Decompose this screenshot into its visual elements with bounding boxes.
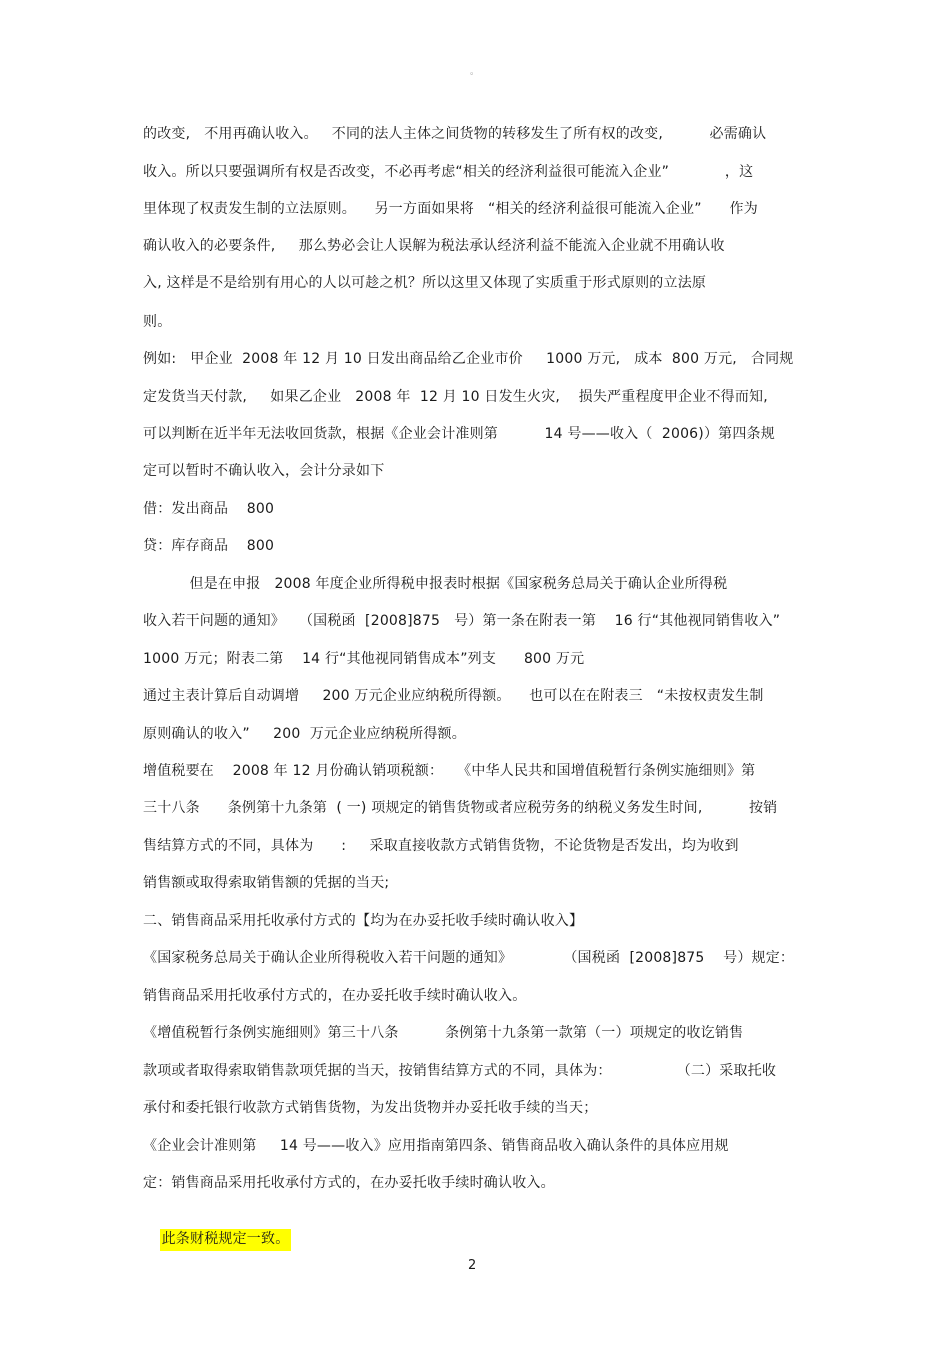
text-line: 《国家税务总局关于确认企业所得税收入若干问题的通知》 （国税函 [2008]875 号）规定： — [143, 950, 795, 966]
highlighted-note — [143, 1209, 291, 1269]
section-heading: 二、销售商品采用托收承付方式的【均为在办妥托收手续时确认收入】 — [143, 913, 584, 929]
text-line: 款项或者取得索取销售款项凭据的当天，按销售结算方式的不同，具体为： （二）采取托收 — [143, 1063, 777, 1079]
text-line: 售结算方式的不同，具体为 : 采取直接收款方式销售货物，不论货物是否发出，均为收到 — [143, 838, 739, 854]
page-top-mark: 。 — [470, 67, 480, 77]
text-line: 定：销售商品采用托收承付方式的，在办妥托收手续时确认收入。 — [143, 1175, 555, 1191]
text-line: 但是在申报 2008 年度企业所得税申报表时根据《国家税务总局关于确认企业所得税 — [143, 576, 728, 592]
text-line: 可以判断在近半年无法收回货款，根据《企业会计准则第 14 号——收入（ 2006)）第四条规 — [143, 426, 775, 442]
text-line: 例如: 甲企业 2008 年 12 月 10 日发出商品给乙企业市价 1000 万元, 成本 800 万元, 合同规 — [143, 351, 794, 367]
text-line: 里体现了权责发生制的立法原则。 另一方面如果将 “相关的经济利益很可能流入企业” 作为 — [143, 201, 758, 217]
text-line: 三十八条 条例第十九条第 ( 一) 项规定的销售货物或者应税劳务的纳税义务发生时间, 按销 — [143, 800, 778, 816]
text-line: 定发货当天付款, 如果乙企业 2008 年 12 月 10 日发生火灾, 损失严重程度甲企业不得而知, — [143, 389, 768, 405]
text-line: 贷：库存商品 800 — [143, 538, 275, 554]
text-line: 入, 这样是不是给别有用心的人以可趁之机？所以这里又体现了实质重于形式原则的立法原 — [143, 275, 707, 291]
text-line: 《增值税暂行条例实施细则》第三十八条 条例第十九条第一款第（一）项规定的收讫销售 — [143, 1025, 744, 1041]
text-line: 销售额或取得索取销售额的凭据的当天; — [143, 875, 390, 891]
text-line: 原则确认的收入” 200 万元企业应纳税所得额。 — [143, 726, 466, 742]
text-line: 销售商品采用托收承付方式的，在办妥托收手续时确认收入。 — [143, 988, 527, 1004]
text-line: 确认收入的必要条件, 那么势必会让人误解为税法承认经济利益不能流入企业就不用确认收 — [143, 238, 725, 254]
text-line: 1000 万元；附表二第 14 行“其他视同销售成本”列支 800 万元 — [143, 651, 585, 667]
text-line: 增值税要在 2008 年 12 月份确认销项税额： 《中华人民共和国增值税暂行条例实施细则》第 — [143, 763, 756, 779]
text-line: 定可以暂时不确认收入，会计分录如下 — [143, 463, 385, 479]
text-line: 收入。所以只要强调所有权是否改变，不必再考虑“相关的经济利益很可能流入企业” ，这 — [143, 164, 754, 180]
page-number: 2 — [468, 1258, 477, 1273]
text-line: 则。 — [143, 314, 172, 330]
text-line: 的改变, 不用再确认收入。 不同的法人主体之间货物的转移发生了所有权的改变, 必需确认 — [143, 126, 767, 142]
highlighted-text: 此条财税规定一致。 — [160, 1229, 292, 1251]
text-line: 借：发出商品 800 — [143, 501, 275, 517]
text-line: 《企业会计准则第 14 号——收入》应用指南第四条、销售商品收入确认条件的具体应用规 — [143, 1138, 729, 1154]
text-line: 承付和委托银行收款方式销售货物，为发出货物并办妥托收手续的当天； — [143, 1100, 598, 1116]
text-line: 收入若干问题的通知》 （国税函 [2008]875 号）第一条在附表一第 16 行“其他视同销售收入” — [143, 613, 781, 629]
text-line: 通过主表计算后自动调增 200 万元企业应纳税所得额。 也可以在在附表三 “未按权责发生制 — [143, 688, 764, 704]
